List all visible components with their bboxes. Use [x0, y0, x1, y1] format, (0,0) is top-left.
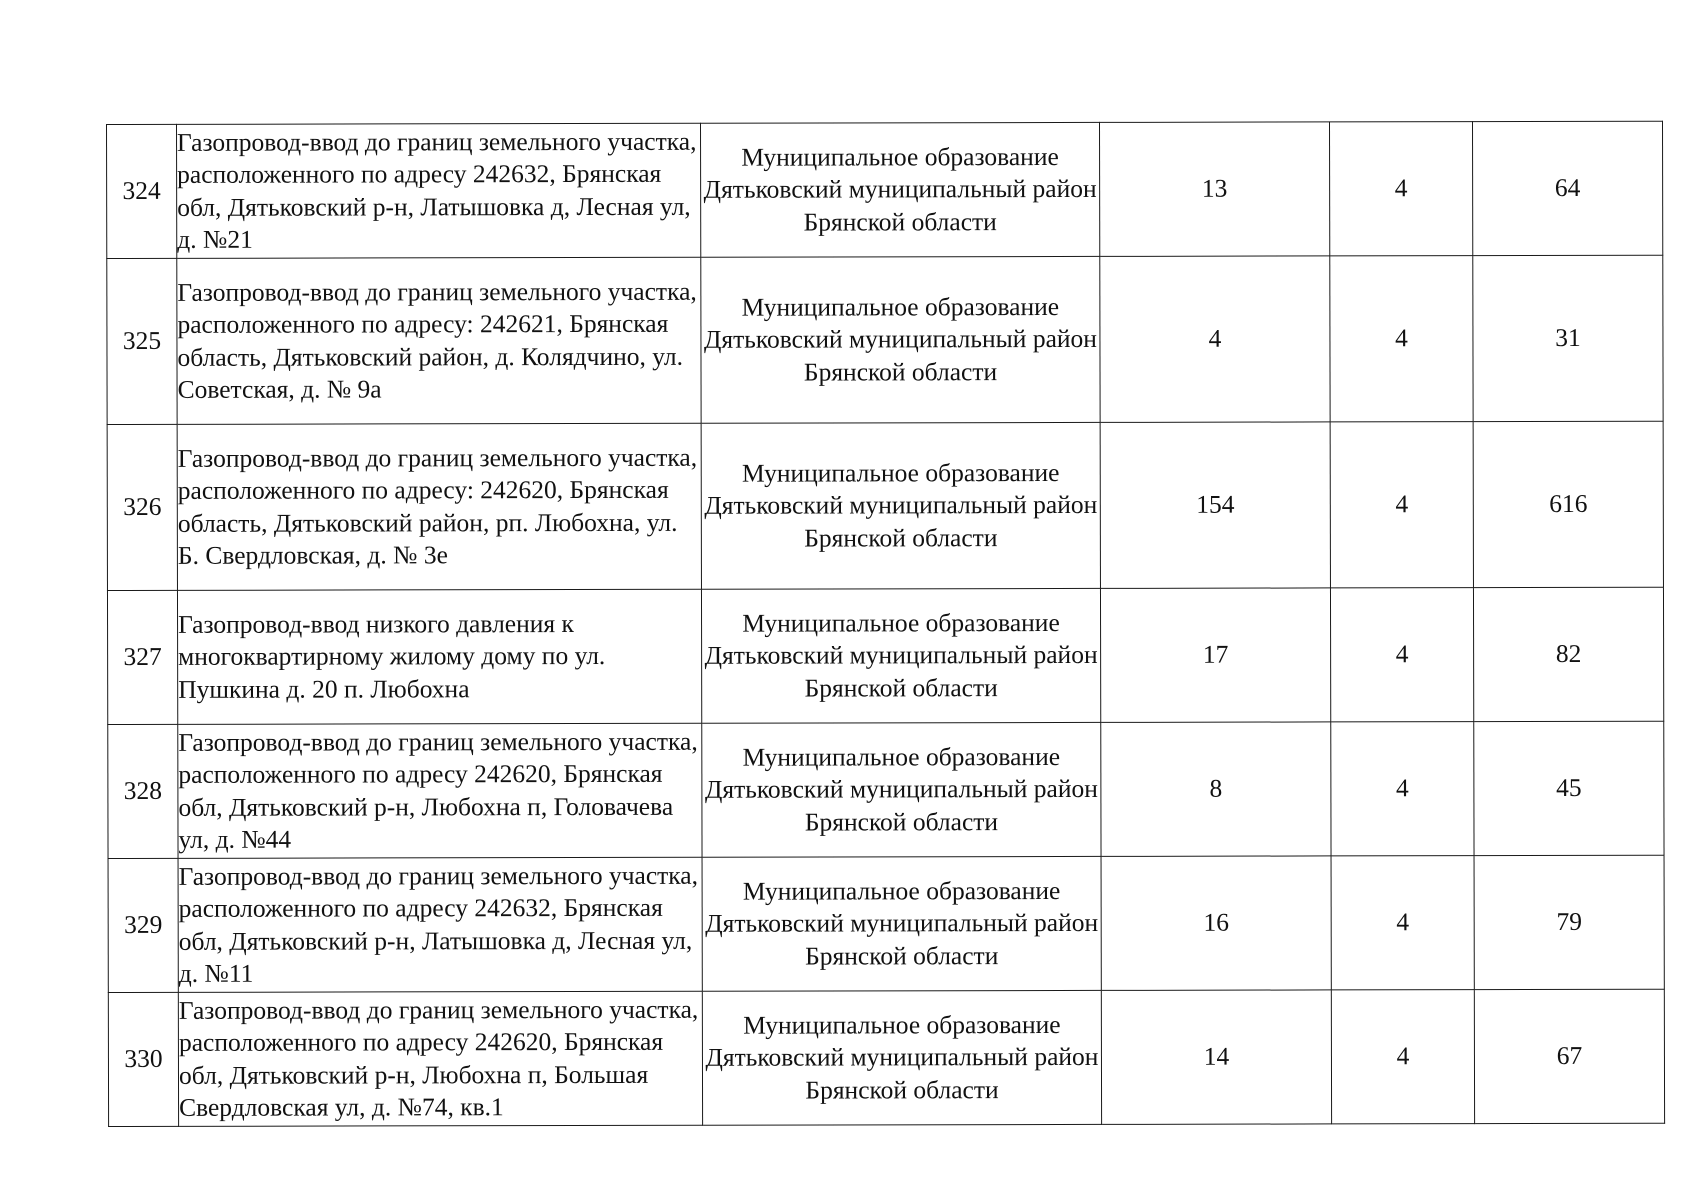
row-number: 328 [108, 724, 178, 858]
value-2: 4 [1329, 122, 1472, 256]
value-2: 4 [1331, 722, 1474, 856]
value-2: 4 [1331, 990, 1474, 1124]
owner: Муниципальное образование Дятьковский муниципальный район Брянской области [700, 122, 1099, 257]
object-name: Газопровод-ввод до границ земельного участка, расположенного по адресу 242620, Брянская обл, Дятьковский р-н, Любохна п, Большая Свердловская ул, д. №74, кв.1 [178, 991, 702, 1126]
object-name: Газопровод-ввод до границ земельного участка, расположенного по адресу 242620, Брянская обл, Дятьковский р-н, Любохна п, Головачева ул, д. №44 [178, 723, 702, 858]
object-name: Газопровод-ввод низкого давления к многоквартирному жилому дому по ул. Пушкина д. 20 п. Любохна [177, 589, 701, 724]
value-3: 79 [1474, 855, 1664, 989]
row-number: 327 [107, 590, 177, 724]
owner: Муниципальное образование Дятьковский муниципальный район Брянской области [701, 256, 1100, 423]
object-name: Газопровод-ввод до границ земельного участка, расположенного по адресу: 242620, Брянская область, Дятьковский район, рп. Любохна, ул. Б. Свердловская, д. № 3е [177, 423, 701, 590]
value-3: 67 [1474, 989, 1664, 1123]
value-2: 4 [1331, 856, 1474, 990]
value-3: 31 [1473, 255, 1663, 421]
row-number: 329 [108, 858, 178, 992]
owner: Муниципальное образование Дятьковский муниципальный район Брянской области [702, 856, 1101, 991]
value-1: 4 [1100, 256, 1330, 422]
table-row [107, 421, 1663, 590]
table-row [108, 721, 1664, 858]
value-1: 13 [1099, 122, 1329, 256]
value-3: 82 [1473, 587, 1663, 721]
object-name: Газопровод-ввод до границ земельного участка, расположенного по адресу 242632, Брянская обл, Дятьковский р-н, Латышовка д, Лесная ул, д. №21 [177, 123, 701, 258]
value-1: 17 [1100, 588, 1330, 722]
table-row [108, 855, 1664, 992]
value-3: 616 [1473, 421, 1663, 587]
table-row [107, 255, 1663, 424]
table-row [107, 121, 1663, 258]
value-2: 4 [1330, 422, 1473, 588]
table-row [107, 587, 1663, 724]
value-1: 16 [1101, 856, 1331, 990]
owner: Муниципальное образование Дятьковский муниципальный район Брянской области [702, 722, 1101, 857]
object-name: Газопровод-ввод до границ земельного участка, расположенного по адресу: 242621, Брянская область, Дятьковский район, д. Колядчино, ул. Советская, д. № 9а [177, 257, 701, 424]
row-number: 324 [107, 124, 177, 258]
value-2: 4 [1330, 588, 1473, 722]
value-1: 14 [1101, 990, 1331, 1124]
gas-pipeline-registry-table [106, 121, 1665, 1127]
value-3: 45 [1474, 721, 1664, 855]
owner: Муниципальное образование Дятьковский муниципальный район Брянской области [701, 422, 1100, 589]
row-number: 325 [107, 258, 177, 424]
value-1: 154 [1100, 422, 1330, 588]
owner: Муниципальное образование Дятьковский муниципальный район Брянской области [702, 990, 1101, 1125]
object-name: Газопровод-ввод до границ земельного участка, расположенного по адресу 242632, Брянская обл, Дятьковский р-н, Латышовка д, Лесная ул, д. №11 [178, 857, 702, 992]
row-number: 326 [107, 424, 177, 590]
value-2: 4 [1330, 256, 1473, 422]
owner: Муниципальное образование Дятьковский муниципальный район Брянской области [701, 588, 1100, 723]
value-3: 64 [1472, 121, 1662, 255]
table-row [108, 989, 1664, 1126]
value-1: 8 [1101, 722, 1331, 856]
row-number: 330 [108, 992, 178, 1126]
